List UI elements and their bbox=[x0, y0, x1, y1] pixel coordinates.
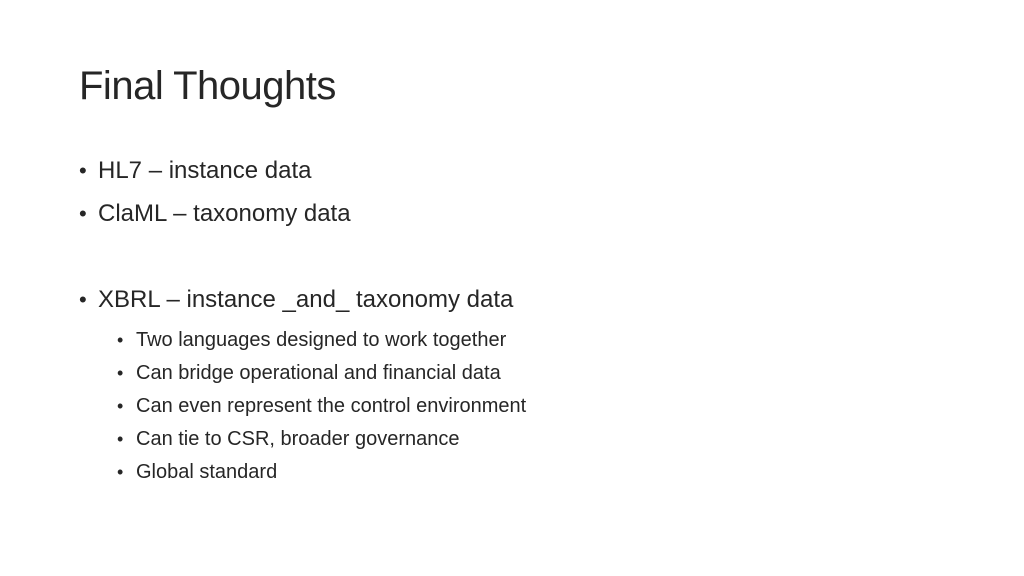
sub-bullet-text: Two languages designed to work together bbox=[136, 329, 507, 351]
sub-bullet-item bbox=[79, 424, 979, 457]
bullet-item bbox=[79, 196, 979, 239]
sub-bullet-dot-icon: • bbox=[117, 462, 124, 482]
bullet-item bbox=[79, 153, 979, 196]
sub-bullet-item bbox=[79, 325, 979, 358]
sub-bullet-item bbox=[79, 358, 979, 391]
sub-bullet-text: Can bridge operational and financial data bbox=[136, 362, 501, 384]
bullet-text: XBRL – instance _and_ taxonomy data bbox=[98, 286, 514, 313]
slide-body bbox=[79, 153, 979, 490]
bullet-dot-icon: • bbox=[79, 201, 87, 226]
bullet-dot-icon: • bbox=[79, 158, 87, 183]
bullet-text: ClaML – taxonomy data bbox=[98, 200, 351, 227]
sub-bullet-text: Can tie to CSR, broader governance bbox=[136, 428, 460, 450]
sub-bullet-dot-icon: • bbox=[117, 396, 124, 416]
sub-bullet-dot-icon: • bbox=[117, 330, 124, 350]
bullet-item bbox=[79, 282, 979, 325]
bullet-dot-icon: • bbox=[79, 287, 87, 312]
slide-title: Final Thoughts bbox=[79, 64, 336, 108]
sub-bullet-text: Global standard bbox=[136, 461, 278, 483]
sub-bullet-item bbox=[79, 457, 979, 490]
sub-bullet-text: Can even represent the control environment bbox=[136, 395, 527, 417]
bullet-text: HL7 – instance data bbox=[98, 157, 312, 184]
sub-bullet-dot-icon: • bbox=[117, 429, 124, 449]
sub-bullet-item bbox=[79, 391, 979, 424]
sub-bullet-dot-icon: • bbox=[117, 363, 124, 383]
